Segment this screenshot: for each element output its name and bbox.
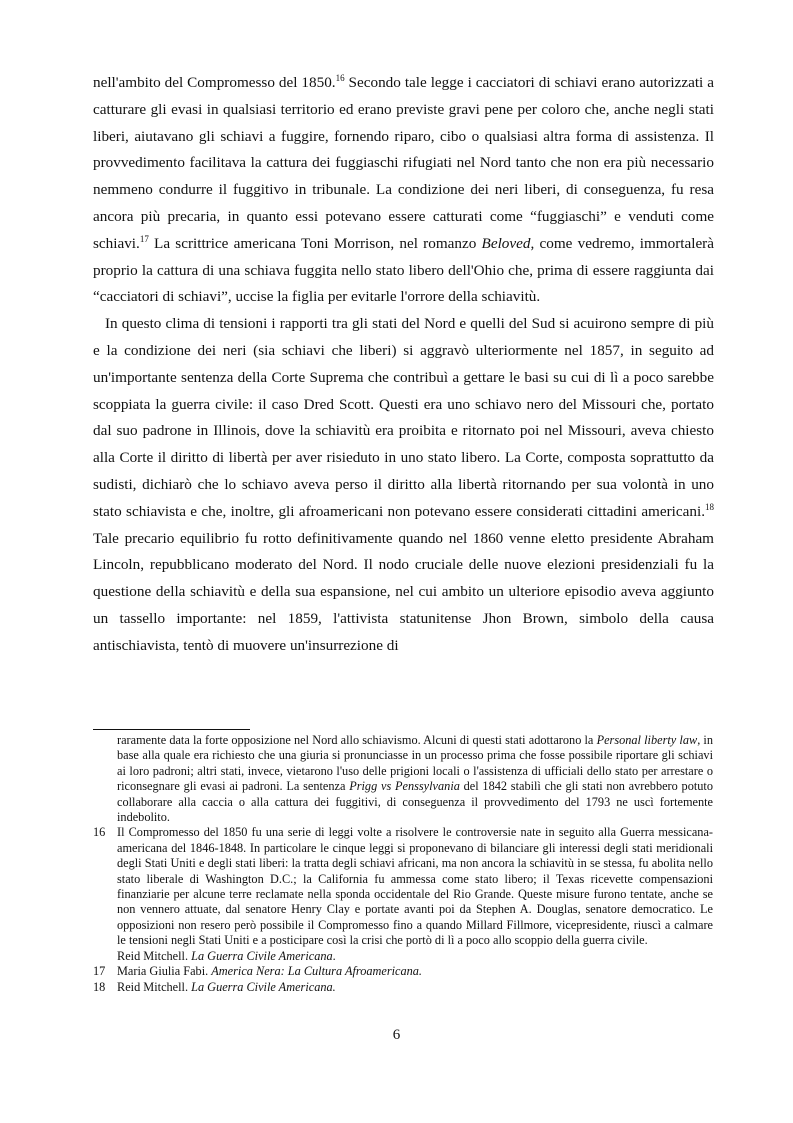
law-title: Personal liberty law xyxy=(596,733,698,747)
text-span: Tale precario equilibrio fu rotto definitivamente quando nel 1860 venne eletto presidente Abraham Lincoln, repubblicano moderato del Nord. Il nodo cruciale delle nuove elezioni presidenziali fu la questione della schiavitù e della sua espansione, nel cui ambito un ulteriore episodio aveva aggiunto un tassello importante: nel 1859, l'attivista statunitense Jhon Brown, simbolo della causa antischiavista, tentò di muovere un'insurrezione di xyxy=(93,529,714,654)
book-title-beloved: Beloved xyxy=(481,234,531,252)
reference-title: La Guerra Civile Americana xyxy=(191,948,333,963)
reference-author: Maria Giulia Fabi. xyxy=(117,964,212,979)
text-span: Secondo tale legge i cacciatori di schiavi erano autorizzati a catturare gli evasi in qualsiasi territorio ed erano previste gravi pene per coloro che, anche negli stati liberi, aiutavano gli schiavi a fuggire, fornendo riparo, cibo o qualsiasi altra forma di assistenza. Il provvedimento facilitava la cattura dei fuggiaschi rifugiati nel Nord tanto che non era più necessario nemmeno condurre il fuggitivo in tribunale. La condizione dei neri liberi, di conseguenza, fu resa ancora più precaria, in quanto essi potevano essere catturati come “fuggiaschi” e venduti come schiavi. xyxy=(93,74,714,252)
footnote-number: 16 xyxy=(93,825,106,840)
footnote-17 xyxy=(93,964,713,979)
footnote-number: 18 xyxy=(93,979,106,994)
footnote-ref-18[interactable]: 18 xyxy=(705,501,714,512)
footnote-number: 17 xyxy=(93,964,106,979)
footnote-continuation xyxy=(93,733,713,825)
footnote-ref-16[interactable]: 16 xyxy=(335,72,345,83)
footnotes xyxy=(93,733,713,995)
text-span: , in base alla quale era richiesto che una giuria si pronunciasse in un processo prima che fosse possibile riportare gli schiavi ai loro padroni; altri stati, invece, vietarono l'uso delle prigioni locali o l'assistenza di ufficiali dello stato per arrestare o riconsegnare gli evasi ai padroni. La sentenza xyxy=(117,733,713,794)
text-span: La scrittrice americana Toni Morrison, nel romanzo xyxy=(148,234,482,252)
paragraph-2 xyxy=(93,311,714,659)
paragraph-1 xyxy=(93,70,714,311)
footnote-ref-17[interactable]: 17 xyxy=(139,233,149,244)
footnote-16 xyxy=(93,825,713,964)
text-span: . xyxy=(332,948,336,963)
footnote-18 xyxy=(93,980,713,995)
body-text xyxy=(93,70,714,660)
reference-title: America Nera: La Cultura Afroamericana. xyxy=(211,964,423,979)
page-number: 6 xyxy=(392,1027,401,1043)
page-content xyxy=(93,70,714,660)
footnote-separator xyxy=(93,729,250,730)
reference-author: Reid Mitchell. xyxy=(117,979,192,994)
footnote-text: Il Compromesso del 1850 fu una serie di leggi volte a risolvere le controversie nate in seguito alla Guerra messicana-americana del 1846-1848. In particolare le cinque leggi si proponevano di bilanciare gli interessi degli stati meridionali degli Stati Uniti e degli stati liberi: la tratta degli schiavi africani, ma non ancora la schiavitù in se stessa, fu abolita nello stato liberale di Washington D.C.; la California fu ammessa come stato libero; il Texas ricevette compensazioni finanziarie per alcune terre reclamate nella sponda occidentale del Rio Grande. Queste misure furono tentate, anche se non vennero attuate, dal senatore Henry Clay e portate avanti poi da Stephen A. Douglas, senatore democratico. Le opposizioni non resero però possibile il Compromesso fino a quando Millard Fillmore, vicepresidente, riuscì a calmare le tensioni negli Stati Uniti e a posticipare così la crisi che portò di lì a poco allo scoppio della guerra civile. xyxy=(117,825,713,948)
case-title: Prigg vs Penssylvania xyxy=(349,779,460,794)
text-span: In questo clima di tensioni i rapporti tra gli stati del Nord e quelli del Sud si acuirono sempre di più e la condizione dei neri (sia schiavi che liberi) si aggravò ulteriormente nel 1857, in seguito ad un'importante sentenza della Corte Suprema che contribuì a gettare le basi su cui di lì a poco sarebbe scoppiata la guerra civile: il caso Dred Scott. Questi era uno schiavo nero del Missouri che, portato dal suo padrone in Illinois, dove la schiavitù era proibita e ritornato poi nel Missouri, aveva chiesto alla Corte il diritto di libertà per aver risieduto in uno stato libero. La Corte, composta soprattutto da sudisti, dichiarò che lo schiavo aveva perso il diritto alla libertà ritornando per sua volontà in uno stato schiavista e che, inoltre, gli afroamericani non potevano essere considerati cittadini americani. xyxy=(93,315,714,520)
reference-author: Reid Mitchell. xyxy=(117,948,192,963)
text-span: del 1842 stabilì che gli stati non avrebbero potuto collaborare alla caccia o alla cattura dei fuggitivi, di conseguenza il provvedimento del 1793 ne uscì fortemente indebolito. xyxy=(117,779,713,825)
text-span: raramente data la forte opposizione nel Nord allo schiavismo. Alcuni di questi stati adottarono la xyxy=(117,733,597,747)
text-span: , come vedremo, immortalerà proprio la cattura di una schiava fuggita nello stato libero dell'Ohio che, prima di essere raggiunta dai “cacciatori di schiavi”, uccise la figlia per evitarle l'orrore della schiavitù. xyxy=(93,234,714,306)
text-span: nell'ambito del Compromesso del 1850. xyxy=(93,74,336,91)
reference-title: La Guerra Civile Americana. xyxy=(191,979,336,994)
